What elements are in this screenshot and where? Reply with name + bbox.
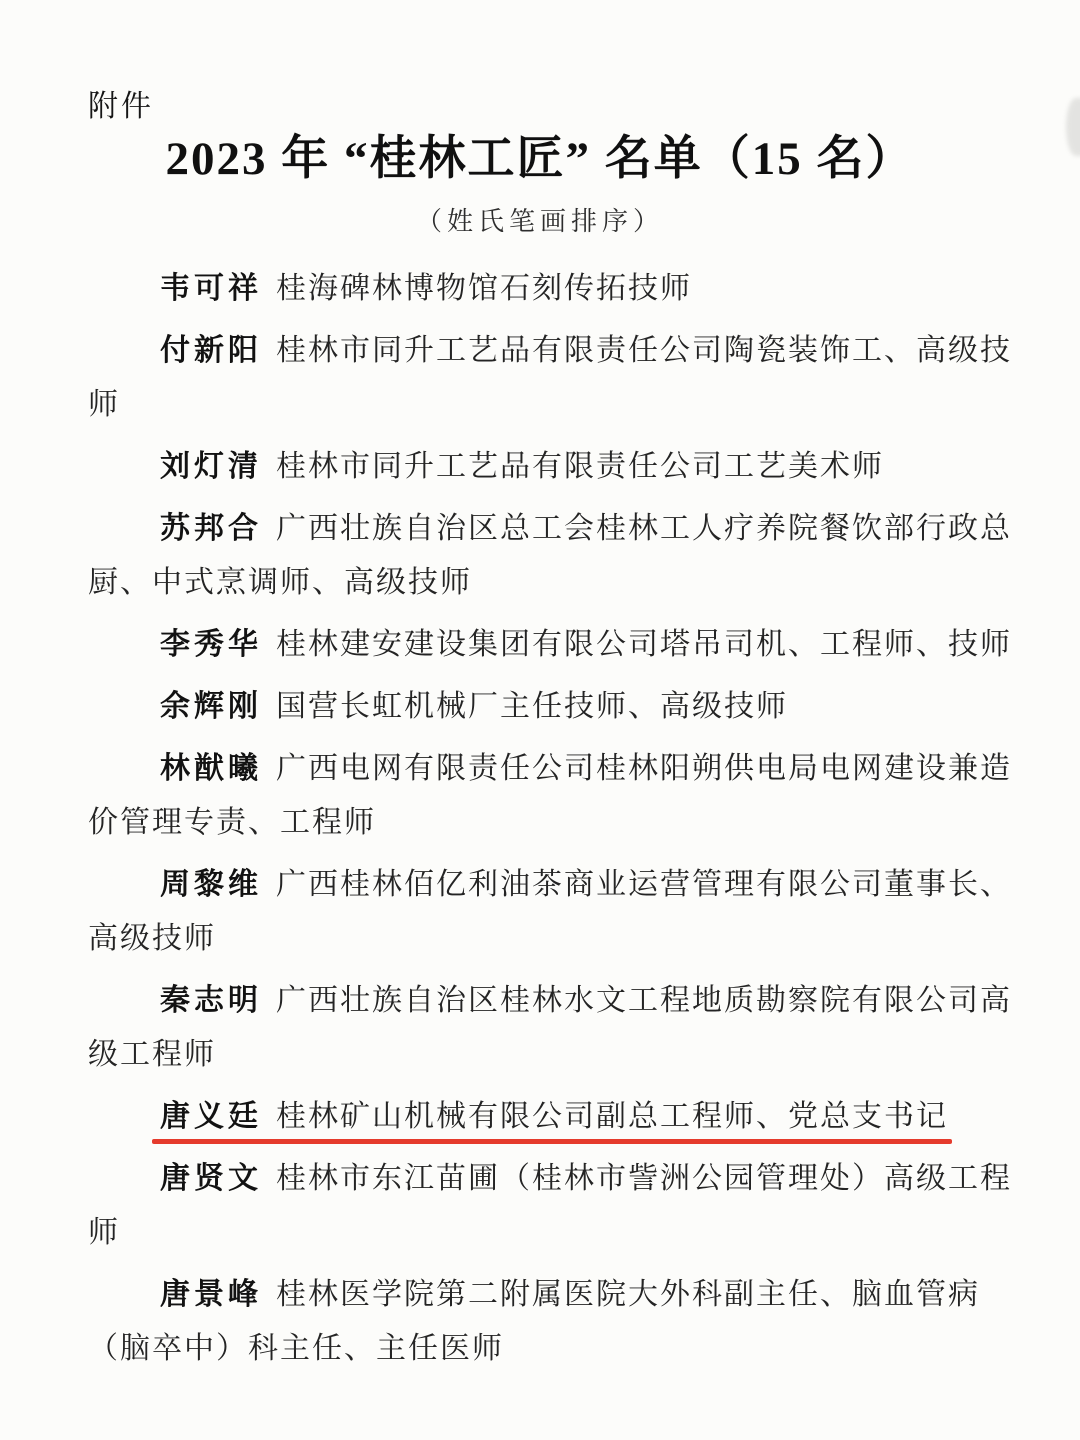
list-entry xyxy=(88,974,1013,1082)
list-entry xyxy=(88,618,1013,672)
entry-description: 广西壮族自治区桂林水文工程地质勘察院有限公司高级工程师 xyxy=(88,984,1012,1071)
entry-description: 桂林市同升工艺品有限责任公司陶瓷装饰工、高级技师 xyxy=(88,334,1012,421)
attachment-label: 附件 xyxy=(88,90,154,123)
list-entry xyxy=(88,1090,1013,1144)
page-subtitle: （姓氏笔画排序） xyxy=(415,207,664,236)
entry-name: 刘灯清 xyxy=(160,450,262,483)
entry-description: 桂林医学院第二附属医院大外科副主任、脑血管病（脑卒中）科主任、主任医师 xyxy=(88,1278,980,1365)
entry-name: 苏邦合 xyxy=(160,512,262,545)
list-entry xyxy=(88,1152,1013,1260)
entry-description: 桂林市东江苗圃（桂林市訾洲公园管理处）高级工程师 xyxy=(88,1162,1012,1249)
entry-description: 广西壮族自治区总工会桂林工人疗养院餐饮部行政总厨、中式烹调师、高级技师 xyxy=(88,512,1012,599)
list-entry xyxy=(88,1268,1013,1376)
entry-name: 林猷曦 xyxy=(160,752,262,785)
entry-description: 桂林矿山机械有限公司副总工程师、党总支书记 xyxy=(276,1100,948,1133)
list-entry xyxy=(88,324,1013,432)
entry-name: 唐义廷 xyxy=(160,1100,262,1133)
craftsmen-list xyxy=(88,262,1013,1384)
entry-description: 广西桂林佰亿利油茶商业运营管理有限公司董事长、高级技师 xyxy=(88,868,1012,955)
list-entry xyxy=(88,858,1013,966)
list-entry xyxy=(88,262,1013,316)
red-underline-annotation xyxy=(152,1139,952,1144)
entry-name: 李秀华 xyxy=(160,628,262,661)
entry-name: 周黎维 xyxy=(160,868,262,901)
list-entry xyxy=(88,680,1013,734)
entry-description: 国营长虹机械厂主任技师、高级技师 xyxy=(276,690,788,723)
entry-name: 余辉刚 xyxy=(160,690,262,723)
entry-description: 桂海碑林博物馆石刻传拓技师 xyxy=(276,272,692,305)
entry-name: 唐景峰 xyxy=(160,1278,262,1311)
entry-name: 秦志明 xyxy=(160,984,262,1017)
list-entry xyxy=(88,742,1013,850)
entry-name: 付新阳 xyxy=(160,334,262,367)
entry-description: 广西电网有限责任公司桂林阳朔供电局电网建设兼造价管理专责、工程师 xyxy=(88,752,1012,839)
list-entry xyxy=(88,502,1013,610)
entry-description: 桂林建安建设集团有限公司塔吊司机、工程师、技师 xyxy=(276,628,1012,661)
page-title: 2023 年 “桂林工匠” 名单（15 名） xyxy=(165,133,915,185)
list-entry xyxy=(88,440,1013,494)
entry-name: 韦可祥 xyxy=(160,272,262,305)
entry-name: 唐贤文 xyxy=(160,1162,262,1195)
entry-description: 桂林市同升工艺品有限责任公司工艺美术师 xyxy=(276,450,884,483)
